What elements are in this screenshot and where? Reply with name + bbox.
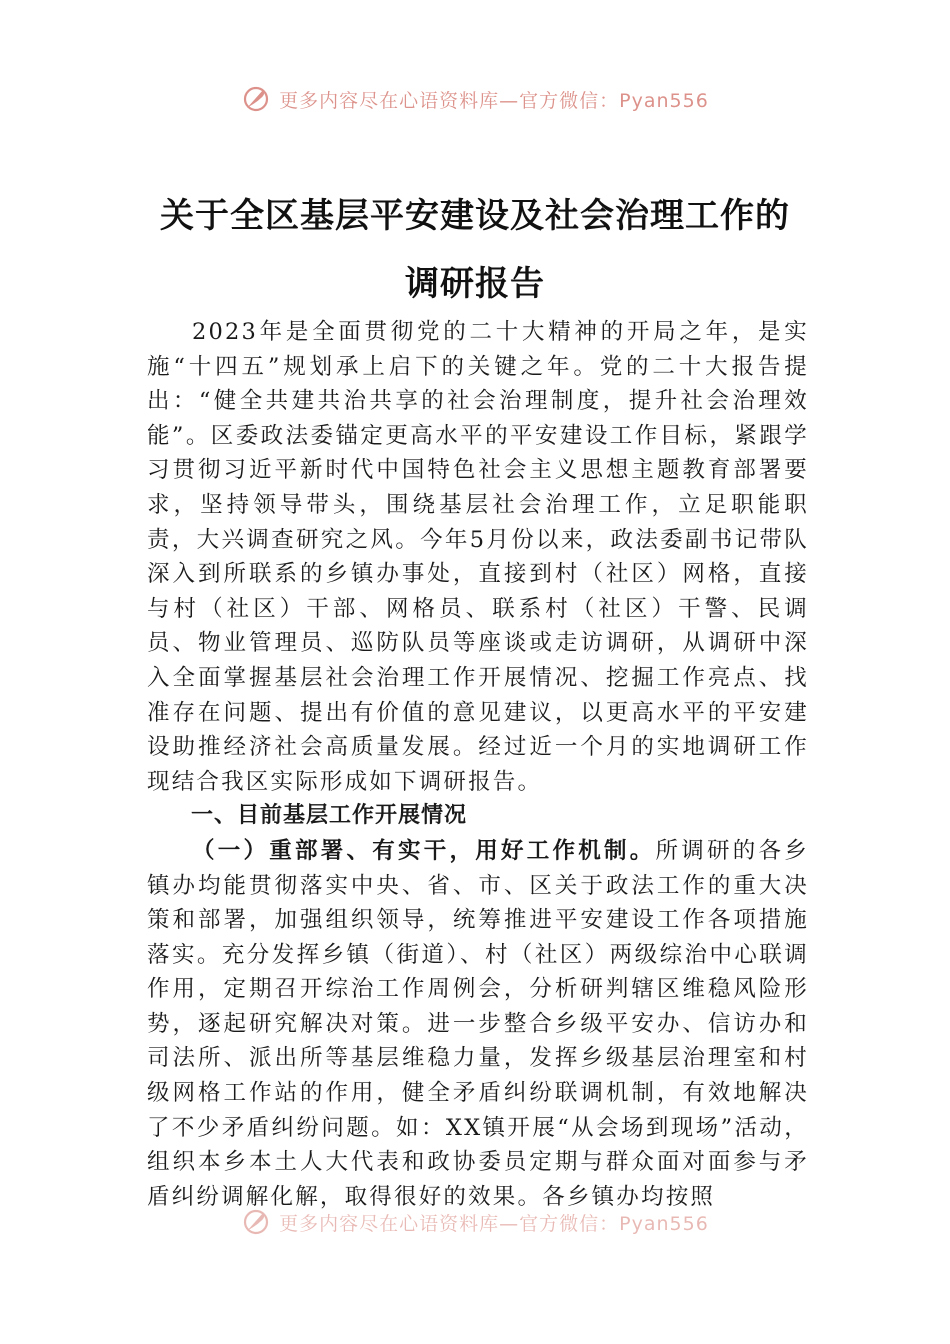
report-body bbox=[147, 315, 809, 1214]
section-heading: 一、目前基层工作开展情况 bbox=[191, 803, 468, 829]
subsection-heading: （一）重部署、有实干，用好工作机制。 bbox=[192, 837, 656, 864]
report-title-line-1: 关于全区基层平安建设及社会治理工作的 bbox=[160, 196, 790, 236]
feather-ring-logo-icon bbox=[241, 1207, 271, 1237]
feather-ring-logo-icon bbox=[241, 84, 271, 114]
watermark-top bbox=[0, 84, 950, 114]
subsection-text: 所调研的各乡镇办均能贯彻落实中央、省、市、区关于政法工作的重大决策和部署，加强组织领导，统筹推进平安建设工作各项措施落实。充分发挥乡镇（街道）、村（社区）两级综治中心联调作用，定期召开综治工作周例会，分析研判辖区维稳风险形势，逐起研究解决对策。进一步整合乡级平安办、信访办和司法所、派出所等基层维稳力量，发挥乡级基层治理室和村级网格工作站的作用，健全矛盾纠纷联调机制，有效地解决了不少矛盾纠纷问题。如：XX镇开展“从会场到现场”活动，组织本乡本土人大代表和政协委员定期与群众面对面参与矛盾纠纷调解化解，取得很好的效果。各乡镇办均按照 bbox=[147, 837, 809, 1210]
watermark-bottom bbox=[0, 1207, 950, 1237]
subsection-paragraph bbox=[147, 834, 809, 1215]
watermark-text: 更多内容尽在心语资料库—官方微信：Pyan556 bbox=[279, 89, 709, 112]
report-title-line-2: 调研报告 bbox=[405, 264, 545, 304]
watermark-text: 更多内容尽在心语资料库—官方微信：Pyan556 bbox=[279, 1212, 709, 1235]
intro-paragraph: 2023年是全面贯彻党的二十大精神的开局之年，是实施“十四五”规划承上启下的关键之年。党的二十大报告提出：“健全共建共治共享的社会治理制度，提升社会治理效能”。区委政法委锚定更高水平的平安建设工作目标，紧跟学习贯彻习近平新时代中国特色社会主义思想主题教育部署要求，坚持领导带头，围绕基层社会治理工作，立足职能职责，大兴调查研究之风。今年5月份以来，政法委副书记带队深入到所联系的乡镇办事处，直接到村（社区）网格，直接与村（社区）干部、网格员、联系村（社区）干警、民调员、物业管理员、巡防队员等座谈或走访调研，从调研中深入全面掌握基层社会治理工作开展情况、挖掘工作亮点、找准存在问题、提出有价值的意见建议，以更高水平的平安建设助推经济社会高质量发展。经过近一个月的实地调研工作现结合我区实际形成如下调研报告。 bbox=[147, 319, 809, 795]
